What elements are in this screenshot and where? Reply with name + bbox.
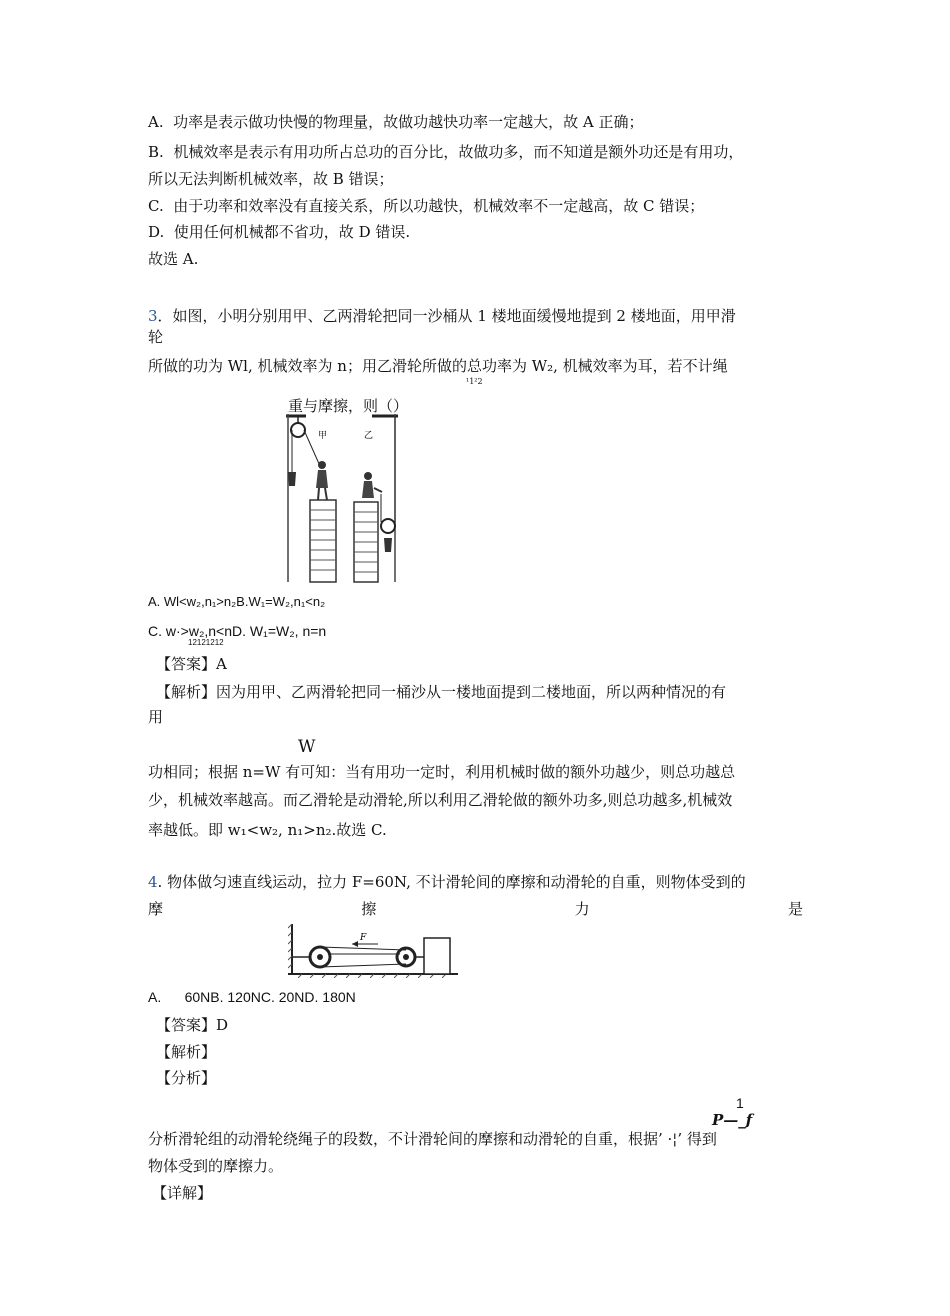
q4-answer: 【答案】D — [156, 1016, 229, 1034]
person-yi — [362, 472, 382, 498]
block — [424, 938, 450, 974]
brick-tower-jia — [310, 500, 336, 582]
fig-label-jia: 甲 — [318, 431, 328, 441]
q3-options-ab: A. Wl<w₂,n₁>n₂B.W₁=W₂,n₁<n₂ — [148, 594, 326, 609]
q3-analysis-line1: 【解析】因为用甲、乙两滑轮把同一桶沙从一楼地面提到二楼地面，所以两种情况的有 — [156, 683, 727, 701]
q4-fenxi: 【分析】 — [156, 1069, 217, 1087]
q4-stem-line2 — [148, 899, 803, 919]
q4-formula-main: P—_f — [712, 1111, 753, 1129]
q4-stem-text1: . 物体做匀速直线运动，拉力 F=60N, 不计滑轮间的摩擦和动滑轮的自重，则物体受到的 — [157, 873, 746, 891]
q3-stem-line1 — [148, 306, 736, 326]
q3-stem-subscripts: ¹1²2 — [466, 377, 483, 386]
fig-label-yi: 乙 — [364, 431, 374, 441]
pulley-figure — [286, 414, 406, 584]
q4-stem-line1 — [148, 872, 746, 892]
q3-answer: 【答案】A — [156, 655, 227, 673]
brick-tower-yi — [354, 502, 378, 582]
option-b-line1: B. 机械效率是表示有用功所占总功的百分比，故做功多，而不知道是额外功还是有用功， — [148, 143, 744, 161]
q3-analysis-line5: 率越低。即 w₁<w₂, n₁>n₂.故选 C. — [148, 821, 387, 839]
q3-number: 3 — [148, 307, 158, 325]
q4-word-1: 摩 — [148, 900, 164, 918]
q4-number: 4 — [148, 873, 158, 891]
movable-pulley-yi — [381, 519, 395, 533]
q3-stem-text1: ．如图，小明分别用甲、乙两滑轮把同一沙桶从 1 楼地面缓慢地提到 2 楼地面，用甲滑 — [157, 307, 736, 325]
q4-text-line1: 分析滑轮组的动滑轮绕绳子的段数，不计滑轮间的摩擦和动滑轮的自重，根据’ ·¦’ 得到 — [148, 1130, 717, 1148]
q4-detail: 【详解】 — [152, 1184, 213, 1202]
q4-formula-top: 1 — [736, 1095, 744, 1111]
q4-analysis: 【解析】 — [156, 1043, 217, 1061]
q4-word-2: 擦 — [361, 900, 377, 918]
bucket-yi — [384, 538, 392, 552]
q3-stem-line2: 轮 — [148, 328, 164, 346]
q3-analysis-line3: 功相同；根据 n=W 有可知：当有用功一定时，利用机械时做的额外功越少，则总功越总 — [148, 763, 736, 781]
option-a: A. 功率是表示做功快慢的物理量，故做功越快功率一定越大，故 A 正确； — [148, 113, 644, 131]
q4-options: A. 60NB. 120NC. 20ND. 180N — [148, 989, 356, 1005]
q3-stem-line4: 重与摩擦，则（） — [288, 397, 409, 415]
q3-options-cd: C. w·>w₂,n<nD. W₁=W₂, n=n — [148, 623, 327, 639]
fig-label-f: F — [360, 933, 367, 943]
q4-text-line2: 物体受到的摩擦力。 — [148, 1157, 284, 1175]
option-c: C. 由于功率和效率没有直接关系，所以功越快，机械效率不一定越高，故 C 错误； — [148, 197, 705, 215]
q3-stem-line3: 所做的功为 Wl, 机械效率为 n；用乙滑轮所做的总功率为 W₂, 机械效率为耳，若不计绳 — [148, 357, 728, 375]
q3-options-cd-subscripts: 12121212 — [188, 638, 224, 647]
q3-analysis-line4: 少，机械效率越高。而乙滑轮是动滑轮,所以利用乙滑轮做的额外功多,则总功越多,机械效 — [148, 791, 733, 809]
option-b-line2: 所以无法判断机械效率，故 B 错误； — [148, 170, 394, 188]
bucket-jia — [288, 472, 296, 486]
fixed-pulley-jia — [291, 423, 305, 437]
q3-formula-w: W — [298, 737, 316, 757]
conclusion: 故选 A. — [148, 250, 199, 268]
person-jia — [316, 461, 328, 500]
option-d: D. 使用任何机械都不省功，故 D 错误. — [148, 223, 411, 241]
q4-word-3: 力 — [574, 900, 590, 918]
force-arrow — [352, 941, 358, 947]
horizontal-pulley-figure — [288, 924, 460, 978]
q3-analysis-line2: 用 — [148, 708, 164, 726]
q4-word-4: 是 — [787, 900, 803, 918]
